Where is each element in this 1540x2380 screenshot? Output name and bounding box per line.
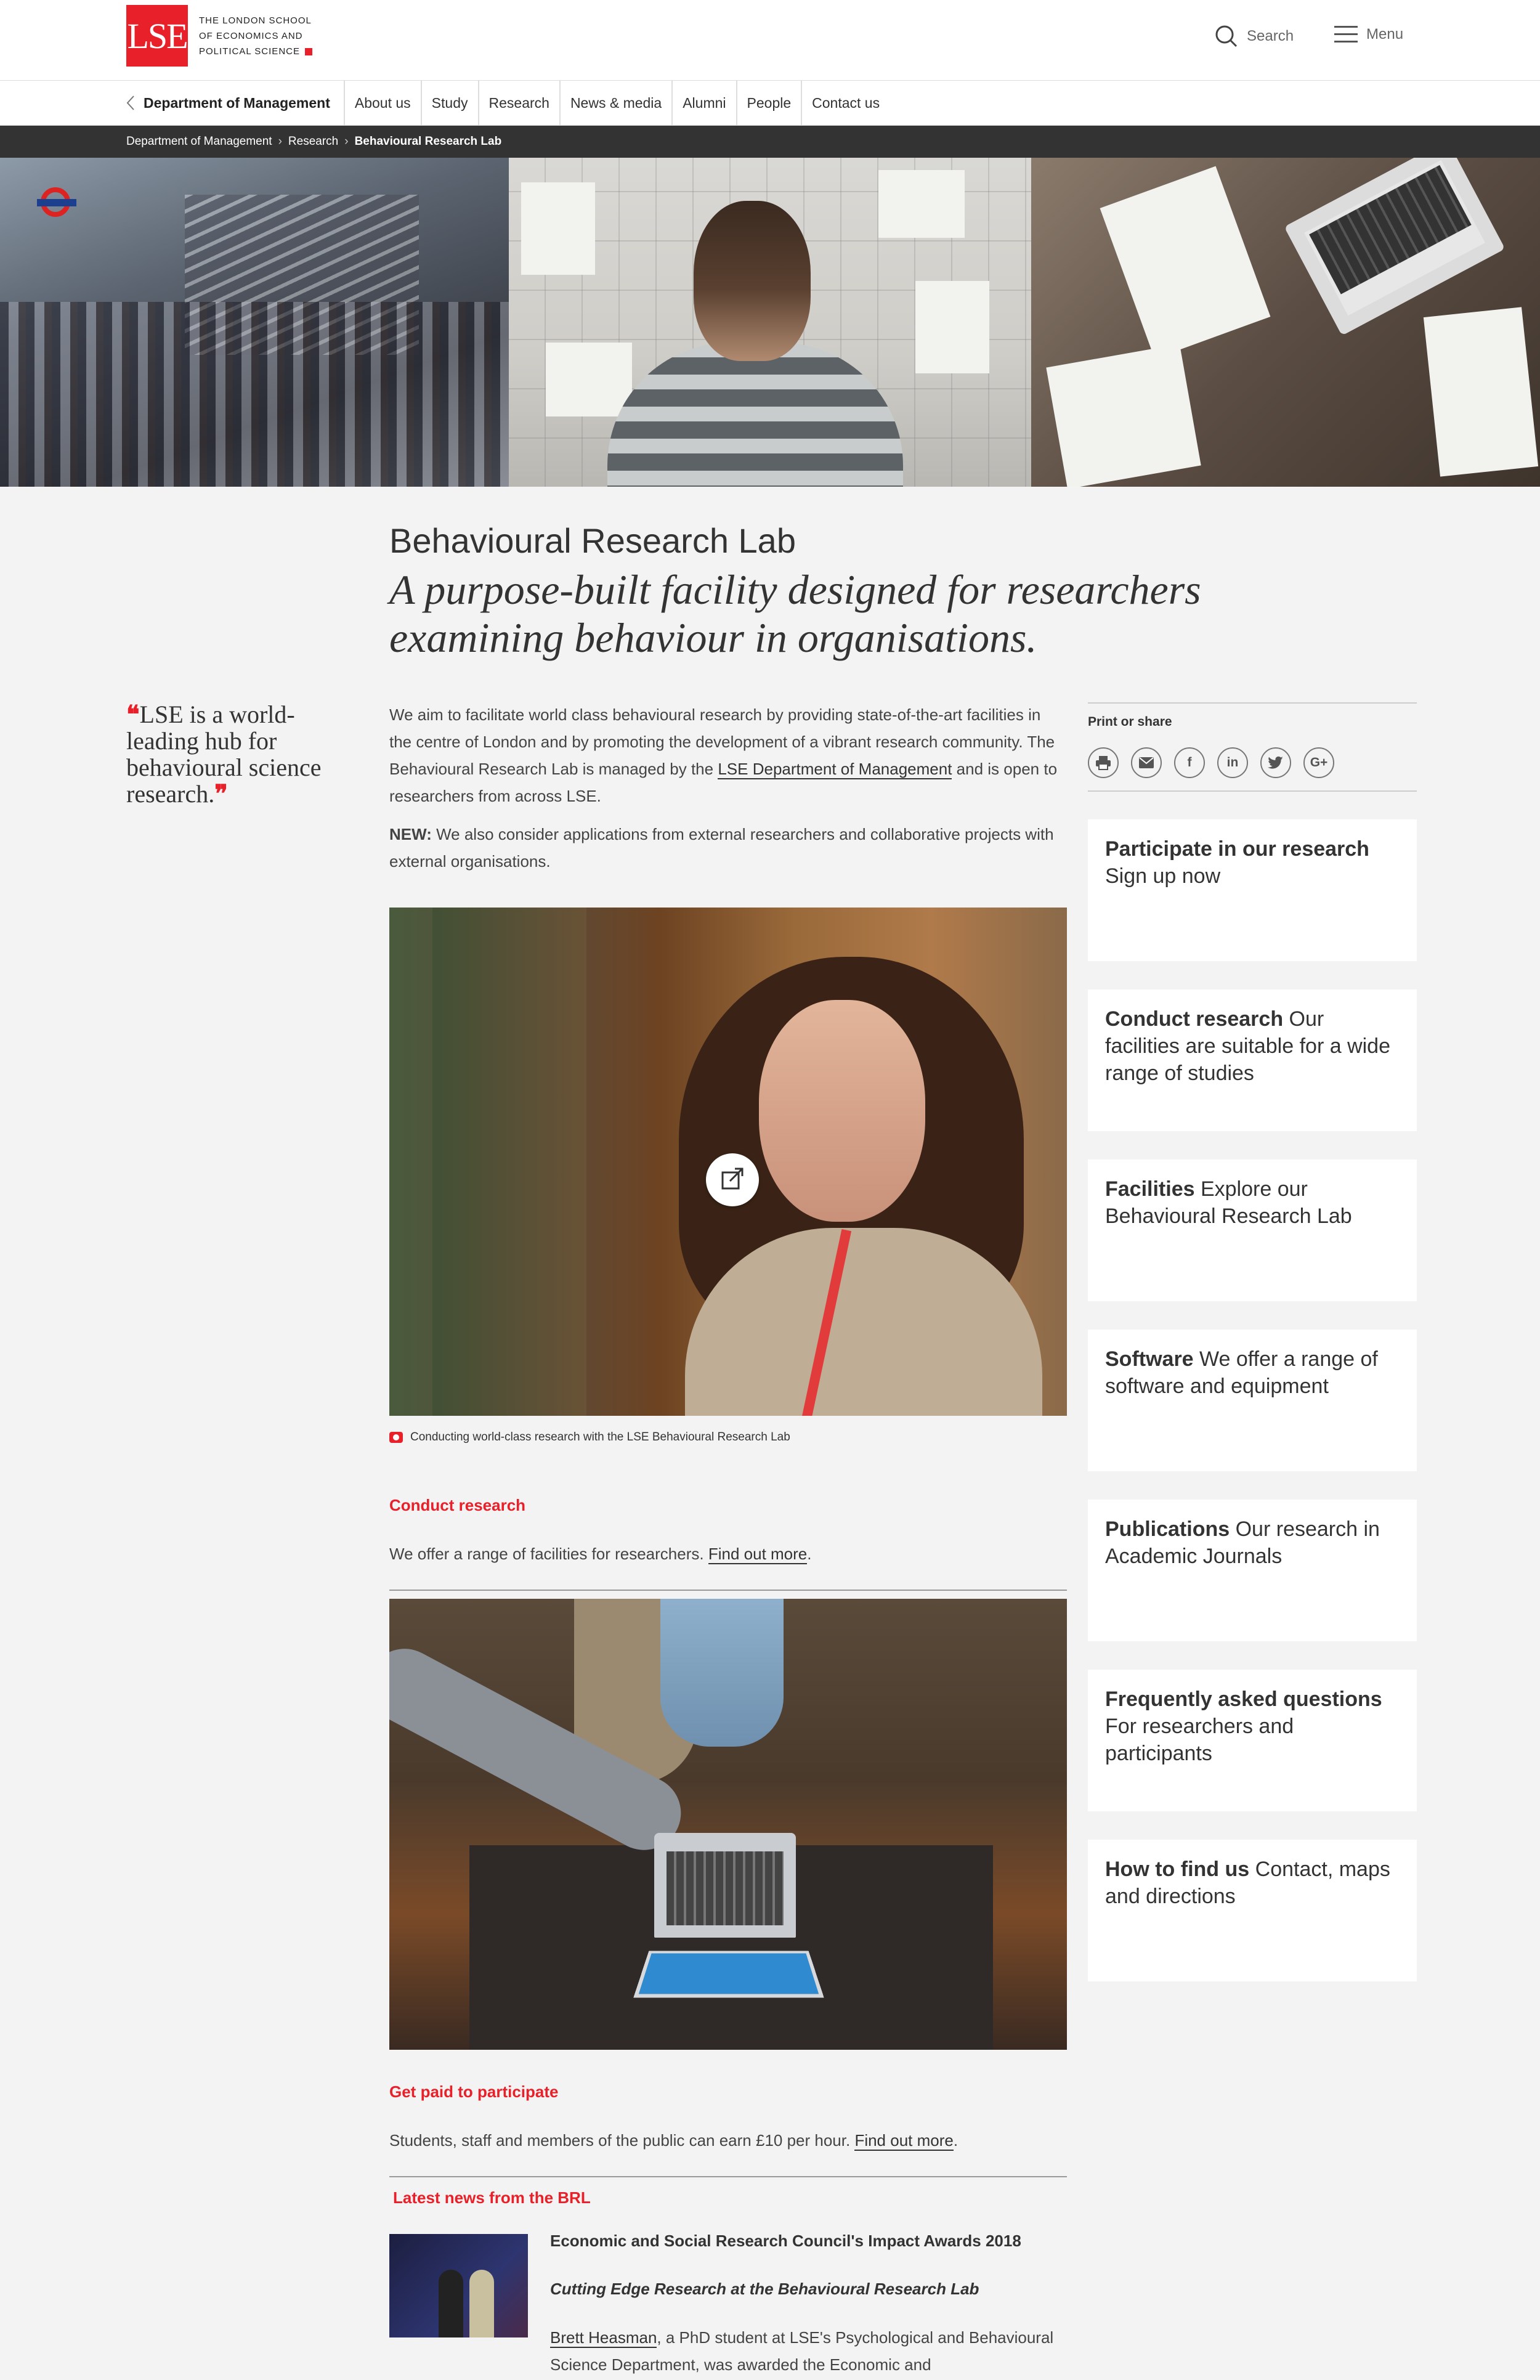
card-how-to-find-us[interactable]: [1088, 1840, 1417, 1981]
sidebar-divider: [1088, 702, 1417, 704]
search-icon: [1215, 25, 1238, 48]
card-title: Facilities: [1105, 1177, 1195, 1201]
card-facilities[interactable]: [1088, 1160, 1417, 1301]
twitter-icon[interactable]: [1260, 747, 1291, 778]
new-label: NEW:: [389, 825, 432, 843]
breadcrumb: [0, 126, 1540, 158]
conduct-research-text: We offer a range of facilities for researchers. Find out more.: [389, 1545, 812, 1563]
hero-image-station-crowd: [0, 158, 509, 487]
intro-paragraph: We aim to facilitate world class behavioural research by providing state-of-the-art facilities in the centre of London and by promoting the development of a vibrant research community. The Behavioural Research Lab is managed by the LSE Department of Management and is open to researchers from across LSE.: [389, 705, 1058, 805]
divider: [389, 1590, 1067, 1591]
hamburger-icon: [1334, 25, 1358, 44]
video-caption-text: Conducting world-class research with the LSE Behavioural Research Lab: [410, 1431, 790, 1444]
page-title: Behavioural Research Lab: [389, 521, 796, 560]
camera-icon: [389, 1432, 403, 1443]
logo-line: THE LONDON SCHOOL: [199, 15, 312, 26]
department-label: Department of Management: [144, 94, 330, 111]
divider: [389, 2176, 1067, 2177]
card-description: Our facilities are suitable for a wide range of studies: [1105, 1007, 1391, 1085]
play-video-button[interactable]: [706, 1153, 759, 1206]
card-title: Participate in our research: [1105, 837, 1369, 861]
news-title[interactable]: Economic and Social Research Council's Impact Awards 2018: [550, 2232, 1021, 2250]
share-icons: [1088, 747, 1347, 778]
google-plus-icon[interactable]: G+: [1303, 747, 1334, 778]
get-paid-text: Students, staff and members of the public can earn £10 per hour. Find out more.: [389, 2131, 958, 2150]
breadcrumb-current: Behavioural Research Lab: [354, 135, 502, 148]
logo-mark: LSE: [126, 5, 188, 67]
nav-item-contact[interactable]: Contact us: [812, 94, 880, 111]
department-of-management-link[interactable]: LSE Department of Management: [718, 760, 952, 778]
card-description: We offer a range of software and equipment: [1105, 1347, 1378, 1398]
linkedin-icon[interactable]: in: [1217, 747, 1248, 778]
search-label: Search: [1247, 28, 1294, 44]
nav-item-alumni[interactable]: Alumni: [673, 81, 737, 125]
card-faq[interactable]: [1088, 1670, 1417, 1811]
conduct-research-heading: Conduct research: [389, 1496, 526, 1514]
menu-button[interactable]: [1334, 25, 1403, 44]
department-nav: [0, 81, 1540, 126]
page-subtitle: A purpose-built facility designed for researchers examining behaviour in organisations.: [389, 566, 1201, 661]
open-quote-icon: ❝: [126, 701, 140, 728]
menu-label: Menu: [1366, 26, 1404, 43]
card-conduct-research[interactable]: [1088, 989, 1417, 1131]
conduct-find-out-more-link[interactable]: Find out more: [708, 1545, 808, 1563]
card-description: Our research in Academic Journals: [1105, 1517, 1380, 1568]
brett-heasman-link[interactable]: Brett Heasman: [550, 2328, 657, 2347]
nav-item-research[interactable]: Research: [479, 81, 561, 125]
nav-item-about[interactable]: About us: [345, 81, 422, 125]
logo-line: OF ECONOMICS AND: [199, 30, 303, 41]
breadcrumb-item[interactable]: Department of Management: [126, 135, 272, 148]
card-title: Conduct research: [1105, 1007, 1284, 1031]
close-quote-icon: ❞: [214, 780, 228, 808]
card-title: Publications: [1105, 1517, 1230, 1541]
card-description: For researchers and participants: [1105, 1715, 1294, 1765]
logo-line: POLITICAL SCIENCE: [199, 44, 322, 59]
sidebar-divider: [1088, 790, 1417, 792]
email-icon[interactable]: [1131, 747, 1162, 778]
card-publications[interactable]: [1088, 1500, 1417, 1641]
breadcrumb-item[interactable]: Research: [288, 135, 339, 148]
card-description: Contact, maps and directions: [1105, 1858, 1390, 1908]
pull-quote: [126, 701, 348, 807]
facebook-icon[interactable]: f: [1174, 747, 1205, 778]
search-button[interactable]: [1215, 25, 1294, 48]
card-participate[interactable]: [1088, 819, 1417, 961]
participants-laptop-image: [389, 1599, 1067, 2050]
site-header: [0, 0, 1540, 81]
hero-banner: [0, 158, 1540, 487]
video-caption: [389, 1431, 790, 1444]
underground-roundel-icon: [41, 187, 70, 217]
chevron-right-icon: ›: [344, 135, 349, 148]
pull-quote-text: LSE is a world-leading hub for behavioural science research.: [126, 701, 322, 808]
card-description: Sign up now: [1105, 864, 1221, 888]
card-title: Software: [1105, 1347, 1194, 1371]
hero-image-man-at-board: [509, 158, 1031, 487]
latest-news-heading: Latest news from the BRL: [393, 2188, 591, 2207]
chevron-left-icon: [126, 95, 135, 111]
paid-find-out-more-link[interactable]: Find out more: [854, 2131, 954, 2150]
logo-square-icon: [305, 48, 312, 55]
news-subtitle: Cutting Edge Research at the Behavioural Research Lab: [550, 2280, 979, 2298]
print-icon[interactable]: [1088, 747, 1119, 778]
news-body: Brett Heasman, a PhD student at LSE's Psychological and Behavioural Science Department, was awarded the Economic and: [550, 2328, 1054, 2374]
share-label: Print or share: [1088, 715, 1172, 729]
nav-item-news-media[interactable]: News & media: [561, 81, 673, 125]
get-paid-heading: Get paid to participate: [389, 2082, 559, 2101]
new-notice-paragraph: NEW: We also consider applications from external researchers and collaborative projects with external organisations.: [389, 825, 1054, 871]
department-link[interactable]: [126, 81, 345, 125]
nav-item-people[interactable]: People: [737, 81, 803, 125]
chevron-right-icon: ›: [278, 135, 282, 148]
intro-text: [389, 701, 1067, 875]
logo-text: [199, 13, 322, 59]
card-description: Explore our Behavioural Research Lab: [1105, 1177, 1352, 1228]
card-title: How to find us: [1105, 1858, 1250, 1881]
video-player[interactable]: [389, 908, 1067, 1416]
card-title: Frequently asked questions: [1105, 1688, 1382, 1711]
nav-item-study[interactable]: Study: [422, 81, 479, 125]
external-link-icon: [719, 1166, 746, 1193]
card-software[interactable]: [1088, 1330, 1417, 1471]
hero-image-handshake-desk: [1031, 158, 1540, 487]
news-thumbnail[interactable]: [389, 2234, 528, 2337]
lse-logo[interactable]: [126, 5, 322, 67]
